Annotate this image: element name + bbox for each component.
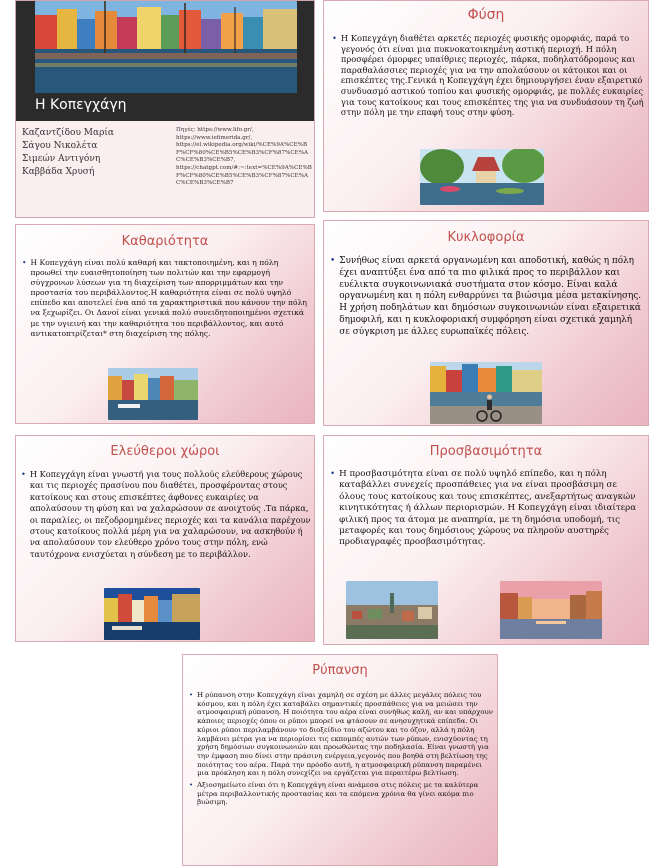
paragraph: Η Κοπεγχάγη είναι πολύ καθαρή και τακτοποιημένη, και η πόλη προωθεί την ευαισθητοποίηση των πολιτών και την εφαρμογή σύγχρονων λύσεων για τη διαχείριση των απορριμμάτων και την προστασία του περιβάλλοντος.Η καθαριότητα είναι σε πολύ υψηλό επίπεδο και αποτελεί ένα από τα χαρακτηριστικά που κάνουν την πόλη να ξεχωρίζει. Οι Δανοί είναι γενικά πολύ συνειδητοποιημένοι σχετικά με την υγιεινή και την καθαριότητα του περιβάλλοντος, και αυτό αντικατοπτρίζεται* στη διαχείριση της πόλης. xyxy=(30,258,307,338)
slide-title-traffic: Κυκλοφορία xyxy=(447,230,525,245)
author-name: Σάγου Νικολέτα xyxy=(22,141,98,151)
bullet-icon: • xyxy=(21,469,26,479)
pollution-text xyxy=(189,691,493,807)
paragraph: Η προσβασιμότητα είναι σε πολύ υψηλό επίπεδο, και η πόλη καταβάλλει συνεχείς προσπάθειες για να είναι προσβάσιμη σε όλους τους κατοίκους και τους επισκέπτες, ανεξαρτήτως αναγκών κινητικότητας ή άλλων περιορισμών. Η Κοπεγχάγη είναι ιδιαίτερα φιλική προς τα άτομα με αναπηρία, με τη δημόσια υποδομή, τις μεταφορές και τους δημόσιους χώρους να πληρούν αυστηρές προδιαγραφές προσβασιμότητας. xyxy=(339,469,637,548)
source-link[interactable]: https://el.wikipedia.org/wiki/%CE%9A%CE%BF%CF%80%CE%B5%CE%B3%CF%87%CE%AC%CE%B3%CE%B7, xyxy=(176,142,309,164)
bullet-icon: • xyxy=(22,258,27,267)
canal-photo xyxy=(108,368,198,420)
author-name: Καζαντζίδου Μαρία xyxy=(22,128,114,138)
bullet-icon: • xyxy=(330,469,336,479)
bullet-icon: • xyxy=(330,256,336,266)
slide-title-accessibility: Προσβασιμότητα xyxy=(429,444,543,459)
paragraph: Αξιοσημείωτο είναι ότι η Κοπεγχάγη είναι ανάμεσα στις πόλεις με τα καλύτερα μέτρα περιβαλλοντικής προστασίας και τα επόμενα χρόνια θα γίνει ακόμα πιο βιώσιμη. xyxy=(197,781,479,807)
list-item xyxy=(189,691,493,778)
bullet-icon: • xyxy=(332,33,337,43)
paragraph: Συνήθως είναι αρκετά οργανωμένη και αποδοτική, καθώς η πόλη έχει αναπτύξει ένα από τα πιο φιλικά προς το περιβάλλον και ευέλικτα συγκοινωνιακά συστήματα στον κόσμο. Είναι καλά οργανωμένη και η πόλη ενθαρρύνει τα βιώσιμα μέσα μετακίνησης. Η χρήση ποδηλάτων και δημόσιων συγκοινωνιών είναι εξαιρετικά δημοφιλή, και η κυκλοφοριακή συμφόρηση είναι σχετικά χαμηλή σε σύγκριση με άλλες ευρωπαϊκές πόλεις. xyxy=(339,256,642,337)
paragraph: Η Κοπεγχάγη διαθέτει αρκετές περιοχές φυσικής ομορφιάς, παρά το γεγονός ότι είναι μια πυκνοκατοικημένη αστική περιοχή. Η πόλη προσφέρει όμορφες υπαίθριες περιοχές, πάρκα, ποδηλατόδρομους και παραθαλάσσιες περιοχές για να την απολαύσουν οι κάτοικοι και οι επισκέπτες της.Γενικά η Κοπεγχάγη έχει δημιουργήσει έναν εξαιρετικό συνδυασμό αστικού τοπίου και φυσικής ομορφιάς, με πολλές ευκαιρίες για τους κατοίκους και τους επισκέπτες της για να συνδυάσουν τη ζωή στην πόλη με την επαφή τους στην φύση. xyxy=(340,33,644,118)
slide-traffic[interactable] xyxy=(323,220,649,426)
slide-title-open-spaces: Ελεύθεροι χώροι xyxy=(110,444,220,459)
open-spaces-text xyxy=(21,469,311,560)
slide-title-cleanliness: Καθαριότητα xyxy=(121,234,209,249)
list-item xyxy=(189,781,493,807)
author-list xyxy=(22,127,114,179)
traffic-text xyxy=(330,256,644,339)
sources-list xyxy=(176,127,314,188)
slide-cleanliness[interactable] xyxy=(15,224,315,424)
nyhavn-photo xyxy=(35,1,297,93)
slide-pollution[interactable] xyxy=(182,654,498,866)
cyclist-photo xyxy=(430,362,542,424)
presentation-title: Η Κοπεγχάγη xyxy=(35,97,127,113)
bullet-icon: • xyxy=(189,781,194,790)
paragraph: Η Κοπεγχάγη είναι γνωστή για τους πολλούς ελεύθερους χώρους και τις περιοχές πρασίνου που διαθέτει, προσφέροντας στους κατοίκους και στους επισκέπτες άφθονες ευκαιρίες να απολαύσουν τη φύση και να χαλαρώσουν σε ανοιχτούς .Τα πάρκα, οι παραλίες, οι πεζοδρομημένες περιοχές και τα κανάλια παρέχουν στους κατοίκους πολλά μέρη για να χαλαρώσουν, να ασκηθούν ή να απολαύσουν τον ελεύθερο χρόνο τους στην πόλη, ενώ ταυτόχρονα ενισχύεται η σύνδεση με το περιβάλλον. xyxy=(29,469,311,559)
garden-photo xyxy=(420,149,544,205)
author-name: Σιμεών Αντιγόνη xyxy=(22,154,101,164)
cleanliness-text xyxy=(22,258,310,339)
author-name: Καββάδα Χρυσή xyxy=(22,167,95,177)
slide-title-pollution: Ρύπανση xyxy=(312,663,368,678)
source-link[interactable]: Πηγές: https://www.lifo.gr/, xyxy=(176,127,254,133)
title-banner xyxy=(16,1,315,121)
bullet-icon: • xyxy=(189,691,194,699)
harbor-photo xyxy=(104,588,200,640)
nature-text xyxy=(332,33,644,118)
paragraph: Η ρύπανση στην Κοπεγχάγη είναι χαμηλή σε σχέση με άλλες μεγάλες πόλεις του κόσμου, και η πόλη έχει καταβάλει σημαντικές προσπάθειες για να μειώσει την ατμοσφαιρική ρύπανση. Η ποιότητα του αέρα είναι συνήθως καλή, αν και υπάρχουν κάποιες περιοχές όπου οι ρύποι μπορεί να φτάσουν σε ανησυχητικά επίπεδα. Οι κύριοι ρύποι περιλαμβάνουν το διοξείδιο του αζώτου και το όζον, αλλά η πόλη λαμβάνει μέτρα για να περιορίσει τις εκπομπές αυτών των ρύπων, ενισχύοντας τη χρήση δημόσιων συγκοινωνιών και προωθώντας την ποδηλασία. Είναι γνωστή για την έμφαση που δίνει στην πράσινη ενέργεια,γεγονός που βοηθά στη βελτίωση της ποιότητας του αέρα. Παρά την πρόοδο αυτή, η ατμοσφαιρική ρύπανση παραμένει μια πρόκληση και η πόλη συνεχίζει να εργάζεται για περαιτέρω βελτίωση. xyxy=(197,691,493,778)
slide-open-spaces[interactable] xyxy=(15,435,315,642)
city-aerial-photo xyxy=(346,581,438,639)
canal-sunset-photo xyxy=(500,581,602,639)
slide-accessibility[interactable] xyxy=(323,435,649,645)
slide-title-nature: Φύση xyxy=(467,7,505,23)
source-link[interactable]: https://www.iefimerida.gr/, xyxy=(176,134,253,141)
accessibility-text xyxy=(330,469,644,549)
slide-nature[interactable] xyxy=(323,0,649,212)
slide-title[interactable] xyxy=(15,0,315,218)
source-link[interactable]: https://chatgpt.com/#:~:text=%CE%9A%CE%BF%CF%80%CE%B5%CE%B3%CF%87%CE%AC%CE%B3%CE%B7 xyxy=(176,164,312,187)
